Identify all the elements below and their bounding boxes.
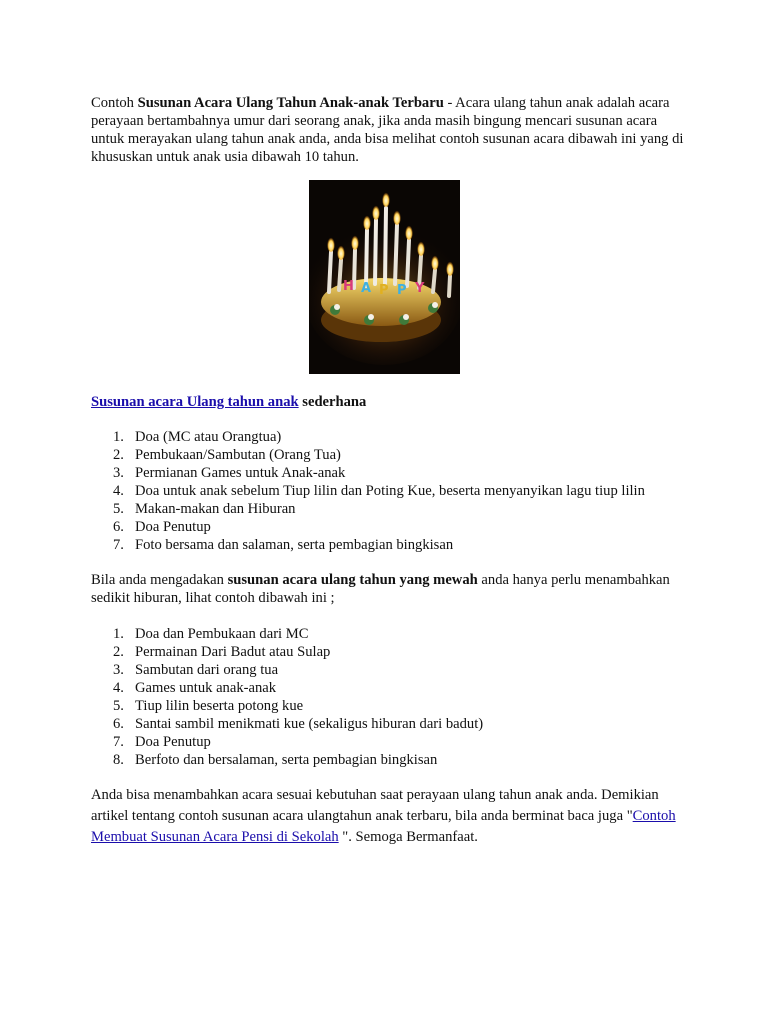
- list-item: [91, 500, 645, 518]
- list-number: 5.: [113, 698, 124, 714]
- para2-lead: Bila anda mengadakan: [91, 572, 228, 588]
- list-text: Berfoto dan bersalaman, serta pembagian bingkisan: [135, 752, 438, 768]
- list-number: 6.: [113, 716, 124, 732]
- list-number: 4.: [113, 680, 124, 696]
- svg-text:Y: Y: [415, 281, 425, 296]
- para3-text2: ". Semoga Bermanfaat.: [338, 829, 478, 845]
- intro-paragraph: [91, 94, 691, 166]
- list-item: [91, 464, 645, 482]
- list-number: 1.: [113, 626, 124, 642]
- list-item: [91, 679, 483, 697]
- list-number: 7.: [113, 537, 124, 553]
- para3-text1: Anda bisa menambahkan acara sesuai kebutuhan saat perayaan ulang tahun anak anda. Demikian artikel tentang contoh susunan acara ulangtahun anak terbaru, bila anda berminat baca juga ": [91, 787, 659, 824]
- list-text: Tiup lilin beserta potong kue: [135, 698, 304, 714]
- list-text: Permianan Games untuk Anak-anak: [135, 465, 346, 481]
- svg-text:H: H: [343, 279, 354, 294]
- list-item: [91, 661, 483, 679]
- list-number: 6.: [113, 519, 124, 535]
- intro-lead: Contoh: [91, 95, 138, 111]
- list-item: [91, 643, 483, 661]
- list-text: Foto bersama dan salaman, serta pembagian bingkisan: [135, 537, 454, 553]
- section-title-bold: sederhana: [298, 394, 367, 410]
- section-title-simple: [91, 393, 366, 411]
- list-text: Makan-makan dan Hiburan: [135, 501, 296, 517]
- list-number: 3.: [113, 465, 124, 481]
- svg-text:P: P: [379, 283, 389, 298]
- birthday-cake-photo: [309, 180, 460, 374]
- list-text: Games untuk anak-anak: [135, 680, 277, 696]
- list-text: Doa Penutup: [135, 519, 211, 535]
- list-item: [91, 697, 483, 715]
- list-number: 2.: [113, 447, 124, 463]
- list-text: Permainan Dari Badut atau Sulap: [135, 644, 331, 660]
- list-number: 4.: [113, 483, 124, 499]
- list-item: [91, 446, 645, 464]
- list-number: 8.: [113, 752, 124, 768]
- list-text: Pembukaan/Sambutan (Orang Tua): [135, 447, 341, 463]
- link-pensi-sekolah[interactable]: Contoh Membuat Susunan Acara Pensi di Sekolah: [91, 808, 676, 845]
- birthday-cake-icon: [309, 180, 460, 374]
- intro-rest: - Acara ulang tahun anak adalah acara perayaan bertambahnya umur dari seorang anak, jika anda masih bingung mencari susunan acara untuk merayakan ulang tahun anak anda, anda bisa melihat contoh susunan acara dibawah ini yang di khususkan untuk anak usia dibawah 10 tahun.: [91, 95, 684, 165]
- list-number: 3.: [113, 662, 124, 678]
- closing-paragraph: [91, 785, 691, 848]
- list-number: 2.: [113, 644, 124, 660]
- para2-bold: susunan acara ulang tahun yang mewah: [227, 572, 478, 588]
- list-text: Doa Penutup: [135, 734, 211, 750]
- list-number: 7.: [113, 734, 124, 750]
- list-text: Sambutan dari orang tua: [135, 662, 279, 678]
- list-text: Santai sambil menikmati kue (sekaligus hiburan dari badut): [135, 716, 484, 732]
- svg-text:A: A: [361, 281, 372, 296]
- paragraph-luxury: [91, 571, 691, 607]
- list-simple-agenda: [91, 428, 645, 554]
- intro-bold-title: Susunan Acara Ulang Tahun Anak-anak Terbaru: [137, 95, 444, 111]
- list-item: [91, 733, 483, 751]
- list-number: 1.: [113, 429, 124, 445]
- svg-text:P: P: [397, 283, 407, 298]
- list-item: [91, 518, 645, 536]
- list-item: [91, 751, 483, 769]
- list-number: 5.: [113, 501, 124, 517]
- list-text: Doa dan Pembukaan dari MC: [135, 626, 309, 642]
- list-item: [91, 428, 645, 446]
- list-text: Doa untuk anak sebelum Tiup lilin dan Poting Kue, beserta menyanyikan lagu tiup lilin: [135, 483, 645, 499]
- list-luxury-agenda: [91, 625, 483, 769]
- list-text: Doa (MC atau Orangtua): [135, 429, 282, 445]
- list-item: [91, 482, 645, 500]
- list-item: [91, 625, 483, 643]
- list-item: [91, 536, 645, 554]
- link-susunan-acara[interactable]: Susunan acara Ulang tahun anak: [91, 394, 299, 410]
- list-item: [91, 715, 483, 733]
- para2-rest: anda hanya perlu menambahkan sedikit hiburan, lihat contoh dibawah ini ;: [91, 572, 670, 606]
